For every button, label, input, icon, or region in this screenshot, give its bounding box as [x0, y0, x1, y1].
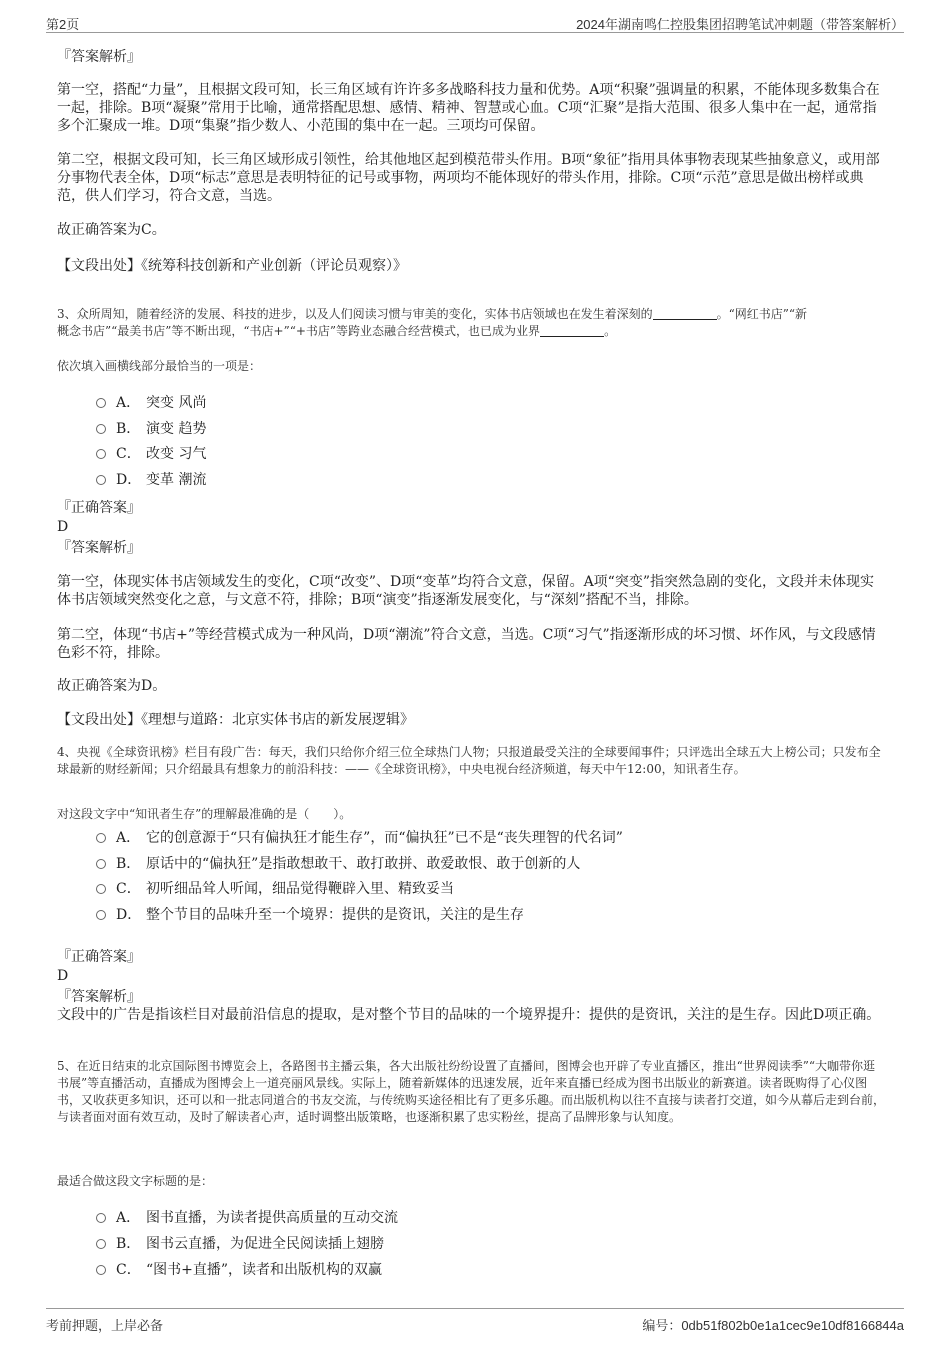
q4-option-b[interactable]: [96, 855, 580, 873]
radio-icon[interactable]: [96, 859, 106, 869]
q4-answer-label: 『正确答案』: [57, 949, 141, 965]
q3-prompt: 依次填入画横线部分最恰当的一项是：: [57, 359, 262, 373]
page-header: [46, 12, 904, 33]
radio-icon[interactable]: [96, 1265, 106, 1275]
option-label: D．: [116, 472, 142, 488]
q3-stem-part3: 概念书店”“最美书店”等不断出现，“书店+”“+书店”等跨业态融合经营模式，也已成为业界: [57, 324, 541, 338]
radio-icon[interactable]: [96, 424, 106, 434]
radio-icon[interactable]: [96, 1239, 106, 1249]
radio-icon[interactable]: [96, 910, 106, 920]
radio-icon[interactable]: [96, 884, 106, 894]
option-label: A．: [116, 1210, 141, 1226]
q3-stem-part2: 。“网红书店”“新: [716, 307, 808, 321]
option-text: 初听细品耸人听闻，细品觉得鞭辟入里、精致妥当: [146, 881, 454, 897]
q4-option-a[interactable]: [96, 829, 623, 847]
q4-option-c[interactable]: [96, 880, 454, 898]
q4-prompt: 对这段文字中“知讯者生存”的理解最准确的是（ ）。: [57, 807, 352, 821]
page-number: 第2页: [46, 17, 80, 32]
option-label: B．: [116, 856, 141, 872]
q3-option-b[interactable]: [96, 420, 206, 438]
q5-stem: 5、在近日结束的北京国际图书博览会上，各路图书主播云集，各大出版社纷纷设置了直播间，图博会也开辟了专业直播区，推出“世界阅读季”“大咖带你逛书展”等直播活动，直播成为图博会上一道亮丽风景线。实际上，随着新媒体的迅速发展，近年来直播已经成为图书出版业的新赛道。读者既购得了心仪图书，又收获更多知识，还可以和一批志同道合的书友交流，与传统购买途径相比有了更多乐趣。而出版机构以往不直接与读者打交道，如今从幕后走到台前，与读者面对面有效互动，及时了解读者心声，适时调整出版策略，也逐渐积累了忠实粉丝，提高了品牌形象与认知度。: [57, 1059, 886, 1124]
page-footer: [46, 1308, 904, 1335]
q5-prompt: 最适合做这段文字标题的是：: [57, 1174, 214, 1188]
option-text: 图书直播，为读者提供高质量的互动交流: [146, 1210, 398, 1226]
q3-blank-1: [653, 307, 717, 320]
option-label: B．: [116, 421, 141, 437]
q3-answer: D: [57, 519, 69, 535]
radio-icon[interactable]: [96, 449, 106, 459]
q3-blank-2: [540, 324, 604, 337]
option-label: D．: [116, 907, 142, 923]
option-label: A．: [116, 830, 141, 846]
option-text: 突变 风尚: [146, 395, 207, 411]
option-text: 改变 习气: [146, 446, 207, 462]
option-label: C．: [116, 446, 141, 462]
q3-stem: [57, 306, 887, 340]
q3-analysis-p1: 第一空，体现实体书店领域发生的变化，C项“改变”、D项“变革”均符合文意，保留。A项“突变”指突然急剧的变化，文段并未体现实体书店领域突然变化之意，与文意不符，排除；B项“演变”指逐渐发展变化，与“深刻”搭配不当，排除。: [57, 574, 874, 608]
document-id: 编号：0db51f802b0e1a1cec9e10df8166844a: [642, 1318, 904, 1333]
option-text: 变革 潮流: [146, 472, 207, 488]
option-text: 整个节目的品味升至一个境界：提供的是资讯，关注的是生存: [146, 907, 524, 923]
q2-analysis-label: 『答案解析』: [57, 49, 141, 65]
q4-analysis: 文段中的广告是指该栏目对最前沿信息的提取，是对整个节目的品味的一个境界提升：提供的是资讯，关注的是生存。因此D项正确。: [57, 1007, 881, 1023]
option-text: 演变 趋势: [146, 421, 207, 437]
q3-source: 【文段出处】《理想与道路：北京实体书店的新发展逻辑》: [57, 712, 414, 728]
q3-stem-part4: 。: [604, 324, 617, 338]
q5-option-a[interactable]: [96, 1209, 398, 1227]
q2-analysis-p1: 第一空，搭配“力量”，且根据文段可知，长三角区域有许许多多战略科技力量和优势。A项“积聚”强调量的积累，不能体现多数集合在一起，排除。B项“凝聚”常用于比喻，通常搭配思想、感情、精神、智慧或心血。C项“汇聚”是指大范围、很多人集中在一起，通常指多个汇聚成一堆。D项“集聚”指少数人、小范围的集中在一起。三项均可保留。: [57, 82, 880, 134]
radio-icon[interactable]: [96, 475, 106, 485]
radio-icon[interactable]: [96, 398, 106, 408]
q3-answer-label: 『正确答案』: [57, 500, 141, 516]
q3-conclusion: 故正确答案为D。: [57, 678, 167, 694]
option-text: 图书云直播，为促进全民阅读插上翅膀: [146, 1236, 384, 1252]
q2-analysis-p2: 第二空，根据文段可知，长三角区域形成引领性，给其他地区起到模范带头作用。B项“象征”指用具体事物表现某些抽象意义，或用部分事物代表全体，D项“标志”意思是表明特征的记号或事物，两项均不能体现好的带头作用，排除。C项“示范”意思是做出榜样或典范，供人们学习，符合文意，当选。: [57, 152, 880, 204]
q4-answer: D: [57, 968, 69, 984]
document-title: 2024年湖南鸣仁控股集团招聘笔试冲刺题（带答案解析）: [576, 17, 904, 32]
option-label: C．: [116, 1262, 141, 1278]
q2-source: 【文段出处】《统筹科技创新和产业创新（评论员观察）》: [57, 258, 407, 274]
q3-option-a[interactable]: [96, 394, 206, 412]
q4-option-d[interactable]: [96, 906, 524, 924]
option-text: 原话中的“偏执狂”是指敢想敢干、敢打敢拼、敢爱敢恨、敢于创新的人: [146, 856, 581, 872]
footer-slogan: 考前押题，上岸必备: [46, 1318, 164, 1333]
radio-icon[interactable]: [96, 1213, 106, 1223]
option-label: C．: [116, 881, 141, 897]
q2-conclusion: 故正确答案为C。: [57, 222, 166, 238]
q4-stem: 4、央视《全球资讯榜》栏目有段广告：每天，我们只给你介绍三位全球热门人物；只报道最受关注的全球要闻事件；只评选出全球五大上榜公司；只发布全球最新的财经新闻；只介绍最具有想象力的前沿科技：——《全球资讯榜》，中央电视台经济频道，每天中午12:00，知讯者生存。: [57, 745, 881, 776]
q4-analysis-label: 『答案解析』: [57, 989, 141, 1005]
option-label: A．: [116, 395, 141, 411]
option-text: “图书+直播”，读者和出版机构的双赢: [146, 1262, 383, 1278]
q5-option-c[interactable]: [96, 1261, 382, 1279]
option-label: B．: [116, 1236, 141, 1252]
q3-option-c[interactable]: [96, 445, 206, 463]
q3-analysis-label: 『答案解析』: [57, 540, 141, 556]
q3-option-d[interactable]: [96, 471, 206, 489]
option-text: 它的创意源于“只有偏执狂才能生存”，而“偏执狂”已不是“丧失理智的代名词”: [146, 830, 623, 846]
q3-analysis-p2: 第二空，体现“书店+”等经营模式成为一种风尚，D项“潮流”符合文意，当选。C项“习气”指逐渐形成的坏习惯、坏作风，与文段感情色彩不符，排除。: [57, 627, 876, 661]
radio-icon[interactable]: [96, 833, 106, 843]
q5-option-b[interactable]: [96, 1235, 384, 1253]
q3-stem-part1: 3、众所周知，随着经济的发展、科技的进步，以及人们阅读习惯与审美的变化，实体书店领域也在发生着深刻的: [57, 307, 653, 321]
